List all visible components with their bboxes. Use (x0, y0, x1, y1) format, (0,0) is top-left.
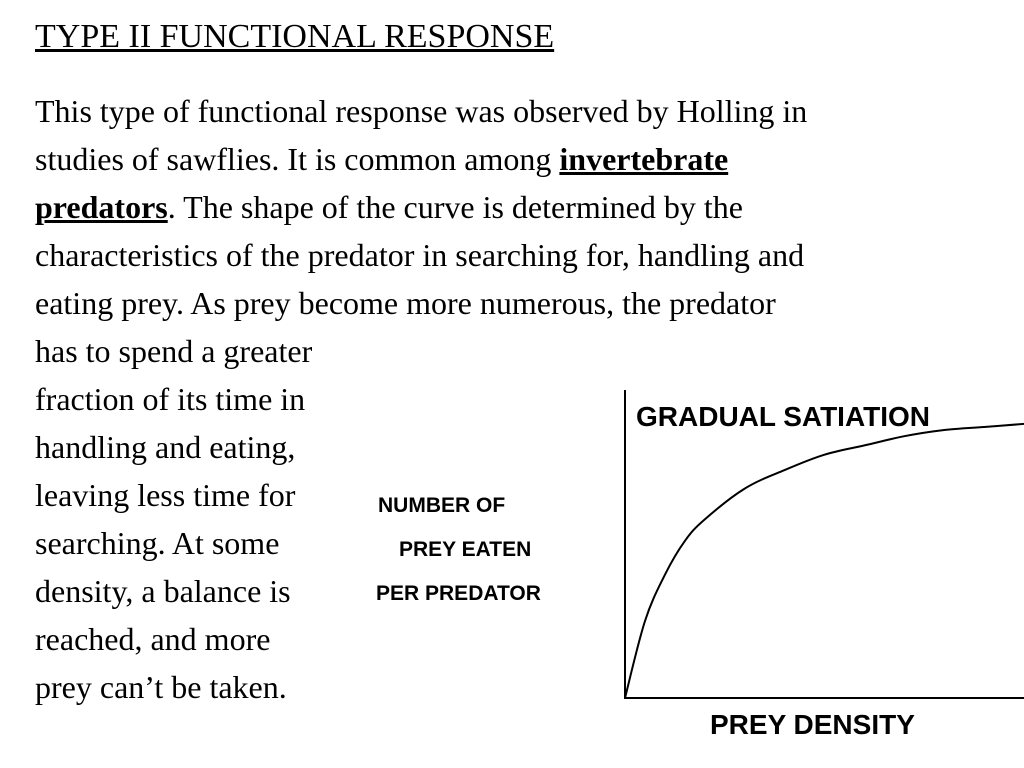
chart-title: GRADUAL SATIATION (636, 401, 930, 432)
paragraph-line: has to spend a greater (35, 333, 313, 369)
paragraph-line: fraction of its time in (35, 381, 306, 417)
y-axis-label-line-1: NUMBER OF (378, 494, 506, 517)
paragraph-text: studies of sawflies. It is common among (35, 141, 560, 177)
paragraph-line: prey can’t be taken. (35, 669, 287, 705)
paragraph-line: reached, and more (35, 621, 271, 657)
response-curve (625, 424, 1024, 698)
paragraph-line: leaving less time for (35, 477, 296, 513)
y-axis-label-line-3: PER PREDATOR (376, 582, 541, 605)
paragraph-line: handling and eating, (35, 429, 296, 465)
slide-title: TYPE II FUNCTIONAL RESPONSE (35, 18, 555, 55)
y-axis-label-line-2: PREY EATEN (399, 538, 532, 561)
term-predators: predators (35, 189, 168, 225)
paragraph-line: density, a balance is (35, 573, 291, 609)
paragraph-line: This type of functional response was observed by Holling in (35, 93, 808, 129)
term-invertebrate: invertebrate (559, 141, 729, 177)
paragraph-text: . The shape of the curve is determined by the (167, 189, 743, 225)
x-axis-label: PREY DENSITY (710, 709, 915, 740)
paragraph-line: eating prey. As prey become more numerous, the predator (35, 285, 776, 321)
paragraph-line: characteristics of the predator in searching for, handling and (35, 237, 805, 273)
paragraph-line: searching. At some (35, 525, 280, 561)
